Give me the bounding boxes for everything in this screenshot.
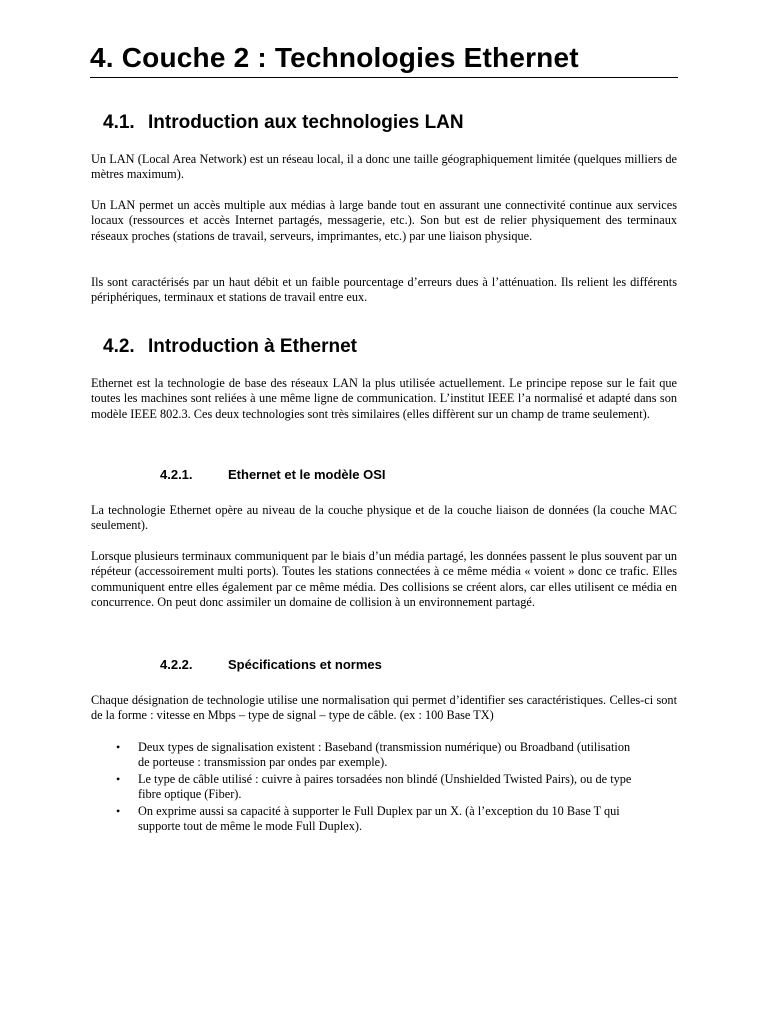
list-item: [91, 740, 638, 771]
paragraph: Chaque désignation de technologie utilise une normalisation qui permet d’identifier ses caractéristiques. Celles-ci sont de la forme : vitesse en Mbps – type de signal – type de câble. (ex : 100 Base TX): [91, 693, 677, 723]
section-heading-4-2: [103, 334, 663, 360]
section-heading-4-1: [103, 110, 663, 136]
section-title: Introduction aux technologies LAN: [148, 112, 464, 133]
paragraph: Ethernet est la technologie de base des réseaux LAN la plus utilisée actuellement. Le principe repose sur le fait que toutes les machines sont reliées à une même ligne de communication. L’institut IEEE l’a normalisé et adapté dans son modèle IEEE 802.3. Ces deux technologies sont très similaires (elles diffèrent sur un champ de trame seulement).: [91, 376, 677, 421]
subsection-title: Ethernet et le modèle OSI: [228, 467, 386, 482]
paragraph: La technologie Ethernet opère au niveau de la couche physique et de la couche liaison de données (la couche MAC seulement).: [91, 503, 677, 533]
chapter-heading: 4. Couche 2 : Technologies Ethernet: [90, 42, 579, 73]
section-number: 4.1.: [103, 112, 135, 133]
list-item-text: Le type de câble utilisé : cuivre à paires torsadées non blindé (Unshielded Twisted Pairs), ou de type fibre optique (Fiber).: [138, 772, 632, 802]
paragraph: Lorsque plusieurs terminaux communiquent par le biais d’un média partagé, les données passent le plus souvent par un répéteur (accessoirement multi ports). Toutes les stations connectées à ce même média « voient » donc ce trafic. Elles communiquent entre elles également par ce même média. Des collisions se créent alors, car elles utilisent ce média en concurrence. On peut donc assimiler un domaine de collision à un environnement partagé.: [91, 549, 678, 610]
paragraph: Un LAN (Local Area Network) est un réseau local, il a donc une taille géographiquement limitée (quelques milliers de mètres maximum).: [91, 152, 677, 182]
subsection-number: 4.2.1.: [160, 467, 193, 482]
subsection-heading-4-2-2: [160, 656, 640, 674]
list-item-text: Deux types de signalisation existent : Baseband (transmission numérique) ou Broadband (utilisation de porteuse : transmission par ondes par exemple).: [138, 740, 631, 770]
list-item-text: On exprime aussi sa capacité à supporter le Full Duplex par un X. (à l’exception du 10 Base T qui supporte tout de même le mode Full Duplex).: [138, 804, 620, 834]
bullet-icon: •: [116, 772, 121, 786]
paragraph: Ils sont caractérisés par un haut débit et un faible pourcentage d’erreurs dues à l’atténuation. Ils relient les différents périphériques, terminaux et stations de travail entre eux.: [91, 275, 677, 305]
bullet-list: [91, 740, 677, 836]
bullet-icon: •: [116, 804, 121, 818]
subsection-heading-4-2-1: [160, 466, 640, 484]
bullet-icon: •: [116, 740, 121, 754]
subsection-number: 4.2.2.: [160, 657, 193, 672]
heading-rule: [90, 77, 678, 78]
paragraph: Un LAN permet un accès multiple aux médias à large bande tout en assurant une connectivité continue aux services locaux (ressources et accès Internet partagés, messagerie, etc.). Son but est de relier physiquement des terminaux réseaux proches (stations de travail, serveurs, imprimantes, etc.) par une liaison physique.: [91, 198, 677, 243]
section-number: 4.2.: [103, 336, 135, 357]
section-title: Introduction à Ethernet: [148, 336, 357, 357]
list-item: [91, 804, 638, 835]
subsection-title: Spécifications et normes: [228, 657, 382, 672]
list-item: [91, 772, 638, 803]
